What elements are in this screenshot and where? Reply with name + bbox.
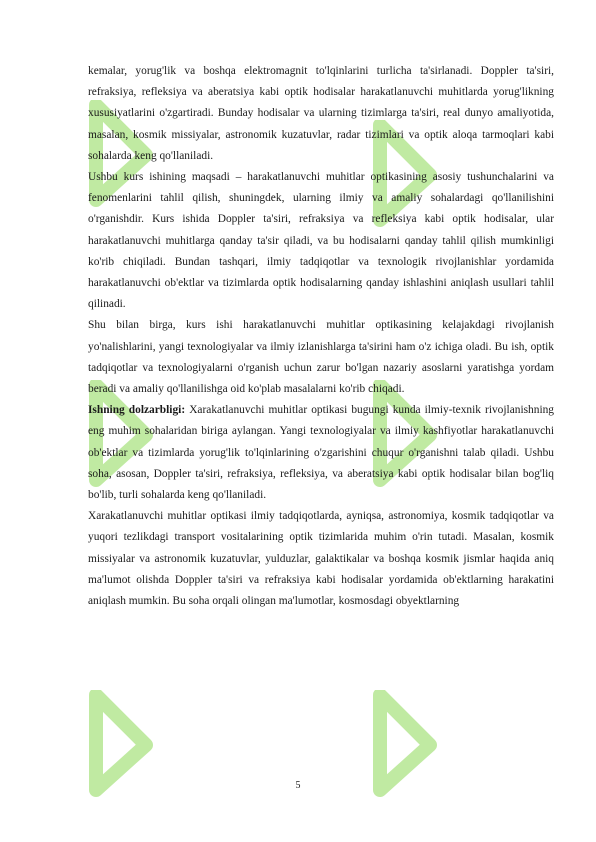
page-number: 5: [295, 780, 301, 791]
paragraph: Ushbu kurs ishining maqsadi – harakatlanuvchi muhitlar optikasining asosiy tushunchalarini va fenomenlarini tahlil qilish, shuningdek, ularning ilmiy va amaliy sohalardagi qo'llanilishini o'rganishdir. Kurs ishida Doppler ta'siri, refraksiya va refleksiya kabi optik hodisalar, ular harakatlanuvchi muhitlarga qanday ta'sir qiladi, va bu hodisalarni qanday tahlil qilish mumkinligi ko'rib chiqiladi. Bundan tashqari, ilmiy tadqiqotlar va texnologik rivojlanishlar yordamida harakatlanuvchi ob'ektlar va tizimlarda optik hodisalarning qanday ishlashini aniqlash usullari tahlil qilinadi.: [88, 171, 554, 311]
section-label: Ishning dolzarbligi:: [88, 404, 186, 417]
paragraph-text: Xarakatlanuvchi muhitlar optikasi bugungi kunda ilmiy-texnik rivojlanishning eng muhim sohalaridan biriga aylangan. Yangi texnologiyalar va ilmiy kashfiyotlar harakatlanuvchi ob'ektlar va tizimlarda yorug'lik to'lqinlarining o'zgarishini chuqur o'rganishni talab qiladi. Ushbu soha, asosan, Doppler ta'siri, refraksiya, refleksiya, va aberatsiya kabi optik hodisalar bilan bog'liq bo'lib, turli sohalarda keng qo'llaniladi.: [88, 404, 554, 502]
paragraph-relevance: [88, 400, 554, 506]
paragraph: kemalar, yorug'lik va boshqa elektromagnit to'lqinlarini turlicha ta'sirlanadi. Doppler ta'siri, refraksiya, refleksiya va aberatsiya kabi optik hodisalar harakatlanuvchi muhitlarda yorug'likning xususiyatlarini o'zgartiradi. Bunday hodisalar va ularning tizimlarga ta'siri, real dunyo amaliyotida, masalan, kosmik missiyalar, astronomik kuzatuvlar, radar tizimlari va optik aloqa tarmoqlari kabi sohalarda keng qo'llaniladi.: [88, 65, 554, 162]
paragraph: Xarakatlanuvchi muhitlar optikasi ilmiy tadqiqotlarda, ayniqsa, astronomiya, kosmik tadqiqotlar va yuqori tezlikdagi transport vositalarining optik tizimlarida muhim o'rin tutadi. Masalan, kosmik missiyalar va astronomik kuzatuvlar, yulduzlar, galaktikalar va boshqa kosmik jismlar haqida aniq ma'lumot olishda Doppler ta'siri va refraksiya kabi hodisalar yordamida ob'ektlarning harakatini aniqlash mumkin. Bu soha orqali olingan ma'lumotlar, kosmosdagi obyektlarning: [88, 510, 554, 608]
paragraph: Shu bilan birga, kurs ishi harakatlanuvchi muhitlar optikasining kelajakdagi rivojlanish yo'nalishlarini, yangi texnologiyalar va ilmiy izlanishlarga ta'sirini ham o'z ichiga oladi. Bu ish, optik tadqiqotlar va texnologiyalarni o'rganish uchun zarur bo'lgan nazariy asoslarni yaratishga yordam beradi va amaliy qo'llanilishga oid ko'plab masalalarni ko'rib chiqadi.: [88, 319, 554, 396]
body-text: [88, 61, 554, 612]
